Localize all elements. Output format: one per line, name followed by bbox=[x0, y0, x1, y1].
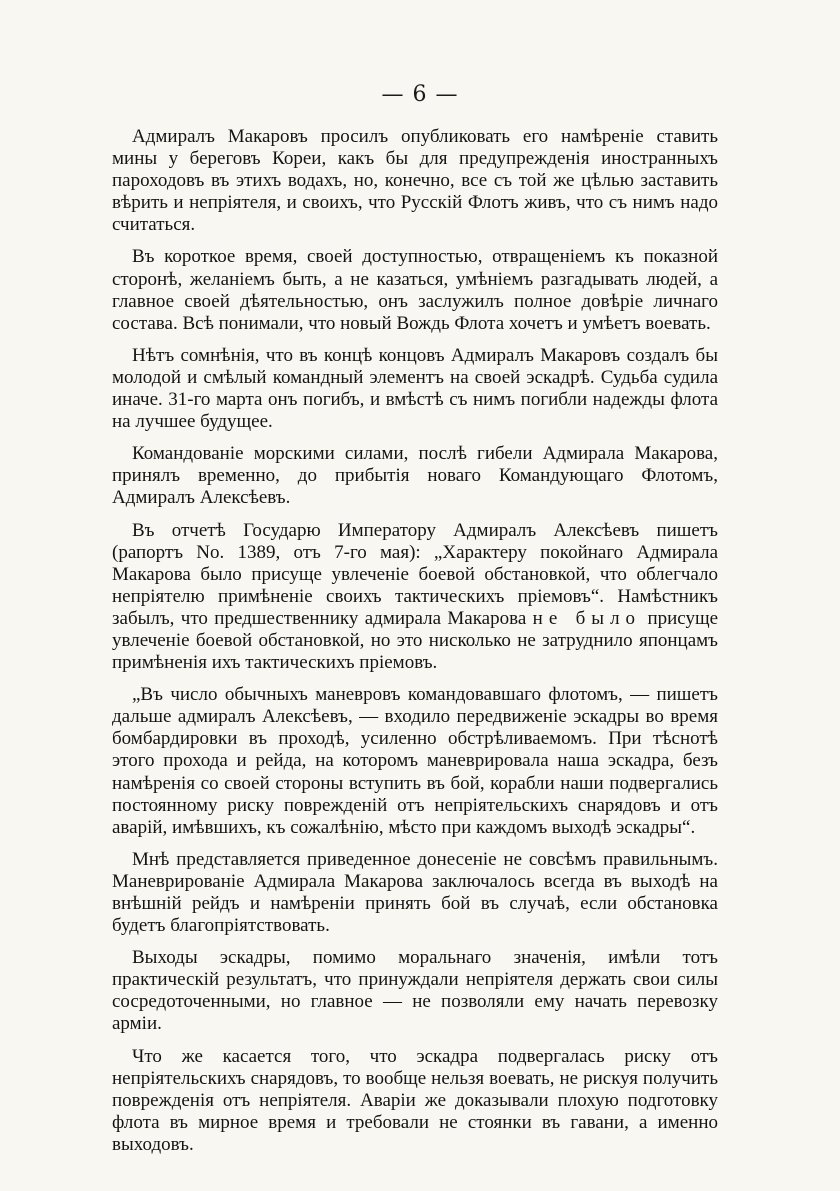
paragraph-7: Мнѣ представляется приведенное донесеніе не совсѣмъ правильнымъ. Маневрированіе Адмирала Макарова заключалось всегда въ выходѣ на внѣшній рейдъ и намѣреніи принять бой въ случаѣ, если обстановка будетъ благопріятствовать. bbox=[112, 848, 718, 937]
paragraph-2: Въ короткое время, своей доступностью, отвращеніемъ къ показной сторонѣ, желаніемъ быть, а не казаться, умѣніемъ разгадывать людей, а главное своей дѣятельностью, онъ заслужилъ полное довѣріе личнаго состава. Всѣ понимали, что новый Вождь Флота хочетъ и умѣетъ воевать. bbox=[112, 246, 718, 334]
paragraph-1: Адмиралъ Макаровъ просилъ опубликовать его намѣреніе ставить мины у береговъ Кореи, какъ бы для предупрежденія иностранныхъ пароходовъ въ этихъ водахъ, но, конечно, все съ той же цѣлью заставить вѣрить и непріятеля, и своихъ, что Русскій Флотъ живъ, что съ нимъ надо считаться. bbox=[112, 126, 718, 236]
paragraph-3: Нѣтъ сомнѣнія, что въ концѣ концовъ Адмиралъ Макаровъ создалъ бы молодой и смѣлый командный элементъ на своей эскадрѣ. Судьба судила иначе. 31-го марта онъ погибъ, и вмѣстѣ съ нимъ погибли надежды флота на лучшее будущее. bbox=[112, 344, 718, 433]
paragraph-5-end: присуще увлеченіе боевой обстановкой, но это нисколько не затруднило японцамъ примѣненія ихъ тактическихъ пріемовъ. bbox=[112, 607, 719, 674]
paragraph-6: „Въ число обычныхъ маневровъ командовавшаго флотомъ, — пишетъ дальше адмиралъ Алексѣевъ, — входило передвиженіе эскадры во время бомбардировки въ проходѣ, усиленно обстрѣливаемомъ. При тѣснотѣ этого прохода и рейда, на которомъ маневрировала наша эскадра, безъ намѣренія со своей стороны вступить въ бой, корабли наши подвергались постоянному риску поврежденій отъ непріятельскихъ снарядовъ и отъ аварій, имѣвшихъ, къ сожалѣнію, мѣсто при каждомъ выходѣ эскадры“. bbox=[112, 684, 718, 838]
paragraph-9: Что же касается того, что эскадра подвергалась риску отъ непріятельскихъ снарядовъ, то вообще нельзя воевать, не рискуя получить поврежденія отъ непріятеля. Аваріи же доказывали плохую подготовку флота въ мирное время и требовали не стоянки въ гавани, а именно выходовъ. bbox=[112, 1045, 718, 1155]
paragraph-5 bbox=[112, 520, 718, 675]
page-number: — 6 — bbox=[381, 82, 459, 107]
emphasized-text: не было bbox=[532, 607, 642, 629]
paragraph-5-start: Въ отчетѣ Государю Императору Адмиралъ Алексѣевъ пишетъ (рапортъ No. 1389, отъ 7-го мая): „Характеру покойнаго Адмирала Макарова было присуще увлеченіе боевой обстановкой, что облегчало непріятелю примѣненіе своихъ тактическихъ пріемовъ“. Намѣстникъ забылъ, что предшественнику адмирала Макарова bbox=[112, 519, 718, 629]
body-text bbox=[112, 126, 718, 1166]
paragraph-4: Командованіе морскими силами, послѣ гибели Адмирала Макарова, принялъ временно, до прибытія новаго Командующаго Флотомъ, Адмиралъ Алексѣевъ. bbox=[112, 443, 718, 509]
paragraph-8: Выходы эскадры, помимо моральнаго значенія, имѣли тотъ практическій результатъ, что принуждали непріятеля держать свои силы сосредоточенными, но главное — не позволяли ему начать перевозку арміи. bbox=[112, 947, 718, 1035]
